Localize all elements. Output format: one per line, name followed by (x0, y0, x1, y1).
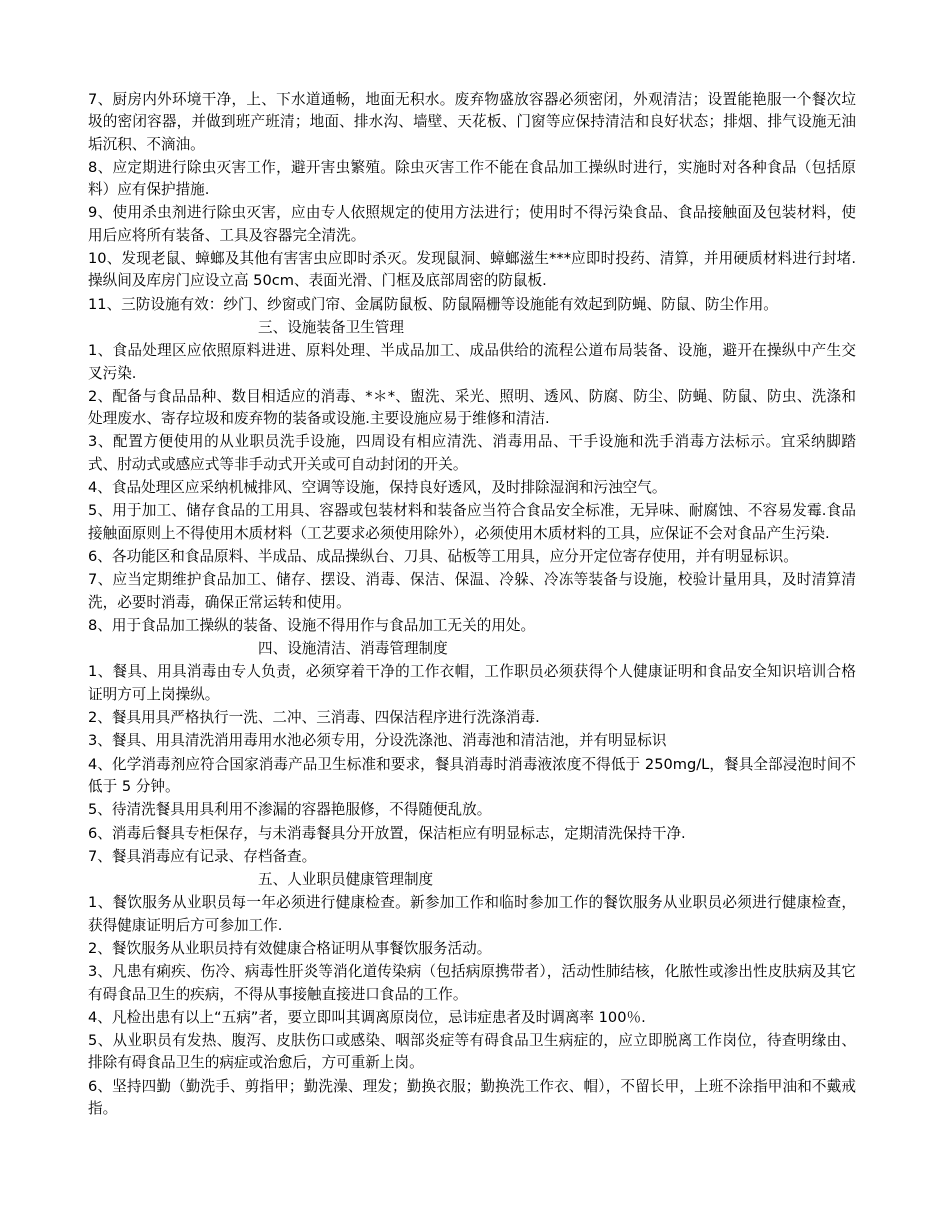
section-facility-hygiene (88, 317, 856, 637)
paragraph-four-diligences-6: 6、坚持四勤（勤洗手、剪指甲；勤洗澡、理发；勤换衣服；勤换洗工作衣、帽），不留长甲，上班不涂指甲油和不戴戒指。 (88, 1077, 856, 1118)
paragraph-containers-5: 5、待清洗餐具用具利用不渗漏的容器艳服修，不得随便乱放。 (88, 801, 492, 819)
paragraph-usage-8: 8、用于食品加工操纵的装备、设施不得用作与食品加工无关的用处。 (88, 616, 536, 634)
paragraph-maintenance-7: 7、应当定期维护食品加工、储存、摆设、消毒、保洁、保温、冷躲、冷冻等装备与设施，校验计量用具，及时清算清洗，必要时消毒，确保正常运转和使用。 (88, 571, 856, 611)
section-staff-health (88, 869, 856, 1120)
paragraph-disinfectant-4: 4、化学消毒剂应符合国家消毒产品卫生标准和要求，餐具消毒时消毒液浓度不得低于 250mg/L，餐具全部浸泡时间不低于 5 分钟。 (88, 755, 856, 795)
paragraph-storage-6: 6、消毒后餐具专柜保存，与未消毒餐具分开放置，保洁柜应有明显标志，定期清洗保持干净. (88, 824, 686, 842)
document-page (88, 89, 856, 1121)
paragraph-certificate-2: 2、餐饮服务从业职员持有效健康合格证明从事餐饮服务活动。 (88, 939, 492, 957)
section-kitchen-environment (88, 89, 856, 316)
section-heading: 四、设施清洁、消毒管理制度 (258, 640, 448, 658)
paragraph-handwash-3: 3、配置方便使用的从业职员洗手设施，四周设有相应清洗、消毒用品、干手设施和洗手消毒方法标示。宜采纳脚踏式、肘动式或感应式等非手动式开关或可自动封闭的开关。 (88, 433, 856, 473)
paragraph-three-prevention-11: 11、三防设施有效：纱门、纱窗或门帘、金属防鼠板、防鼠隔栅等设施能有效起到防蝇、防鼠、防尘作用。 (88, 295, 778, 313)
paragraph-procedure-2: 2、餐具用具严格执行一洗、二冲、三消毒、四保洁程序进行洗涤消毒. (88, 709, 540, 727)
section-cleaning-disinfection (88, 638, 856, 868)
paragraph-insecticide-9: 9、使用杀虫剂进行除虫灭害，应由专人依照规定的使用方法进行；使用时不得污染食品、食品接触面及包装材料，使用后应将所有装备、工具及容器完全清洗。 (88, 204, 856, 244)
paragraph-rodent-10: 10、发现老鼠、蟑螂及其他有害害虫应即时杀灭。发现鼠洞、蟑螂滋生***应即时投药、清算，并用硬质材料进行封堵.操纵间及库房门应设立高 50cm、表面光滑、门框及底部周密的防鼠板. (88, 250, 856, 290)
paragraph-diseases-3: 3、凡患有痢疾、伤冷、病毒性肝炎等消化道传染病（包括病原携带者），活动性肺结核，化脓性或渗出性皮肤病及其它有碍食品卫生的疾病，不得从事接触直接进口食品的工作。 (88, 963, 856, 1003)
paragraph-layout-1: 1、食品处理区应依照原料进进、原料处理、半成品加工、成品供给的流程公道布局装备、设施，避开在操纵中产生交叉污染. (88, 342, 856, 382)
section-heading: 三、设施装备卫生管理 (258, 318, 404, 336)
paragraph-staff-1: 1、餐具、用具消毒由专人负责，必须穿着干净的工作衣帽，工作职员必须获得个人健康证明和食品安全知识培训合格证明方可上岗操纵。 (88, 663, 856, 703)
paragraph-ventilation-4: 4、食品处理区应采纳机械排风、空调等设施，保持良好透风，及时排除湿润和污浊空气。 (88, 479, 667, 497)
paragraph-materials-5: 5、用于加工、储存食品的工用具、容器或包装材料和装备应当符合食品安全标准，无异味、耐腐蚀、不容易发霉.食品接触面原则上不得使用木质材料（工艺要求必须使用除外），必须使用木质材料的工具，应保证不会对食品产生污染. (88, 502, 856, 542)
paragraph-five-diseases-4: 4、凡检出患有以上“五病”者，要立即叫其调离原岗位，忌讳症患者及时调离率 100％. (88, 1008, 646, 1026)
paragraph-environment-7: 7、厨房内外环境干净，上、下水道通畅，地面无积水。废弃物盛放容器必须密闭，外观清洁；设置能艳服一个餐次垃圾的密闭容器，并做到班产班清；地面、排水沟、墙壁、天花板、门窗等应保持清洁和良好状态；排烟、排气设施无油垢沉积、不滴油。 (88, 91, 856, 153)
paragraph-equipment-2: 2、配备与食品品种、数目相适应的消毒、*＊*、盥洗、采光、照明、透风、防腐、防尘、防蝇、防鼠、防虫、洗涤和处理废水、寄存垃圾和废弃物的装备或设施.主要设施应易于维修和清洁. (88, 387, 856, 428)
paragraph-health-check-1: 1、餐饮服务从业职员每一年必须进行健康检查。新参加工作和临时参加工作的餐饮服务从业职员必须进行健康检查，获得健康证明后方可参加工作. (88, 894, 856, 934)
paragraph-tools-6: 6、各功能区和食品原料、半成品、成品操纵台、刀具、砧板等工用具，应分开定位寄存使用，并有明显标识。 (88, 547, 798, 565)
paragraph-sinks-3: 3、餐具、用具清洗消用毒用水池必须专用，分设洗涤池、消毒池和清洁池，并有明显标识 (88, 732, 667, 750)
section-heading: 五、人业职员健康管理制度 (258, 871, 434, 889)
paragraph-records-7: 7、餐具消毒应有记录、存档备查。 (88, 847, 317, 865)
paragraph-pest-control-8: 8、应定期进行除虫灭害工作，避开害虫繁殖。除虫灭害工作不能在食品加工操纵时进行，实施时对各种食品（包括原料）应有保护措施. (88, 158, 856, 199)
paragraph-symptoms-5: 5、从业职员有发热、腹泻、皮肤伤口或感染、咽部炎症等有碍食品卫生病症的，应立即脱离工作岗位，待查明缘由、排除有碍食品卫生的病症或治愈后，方可重新上岗。 (88, 1032, 856, 1072)
